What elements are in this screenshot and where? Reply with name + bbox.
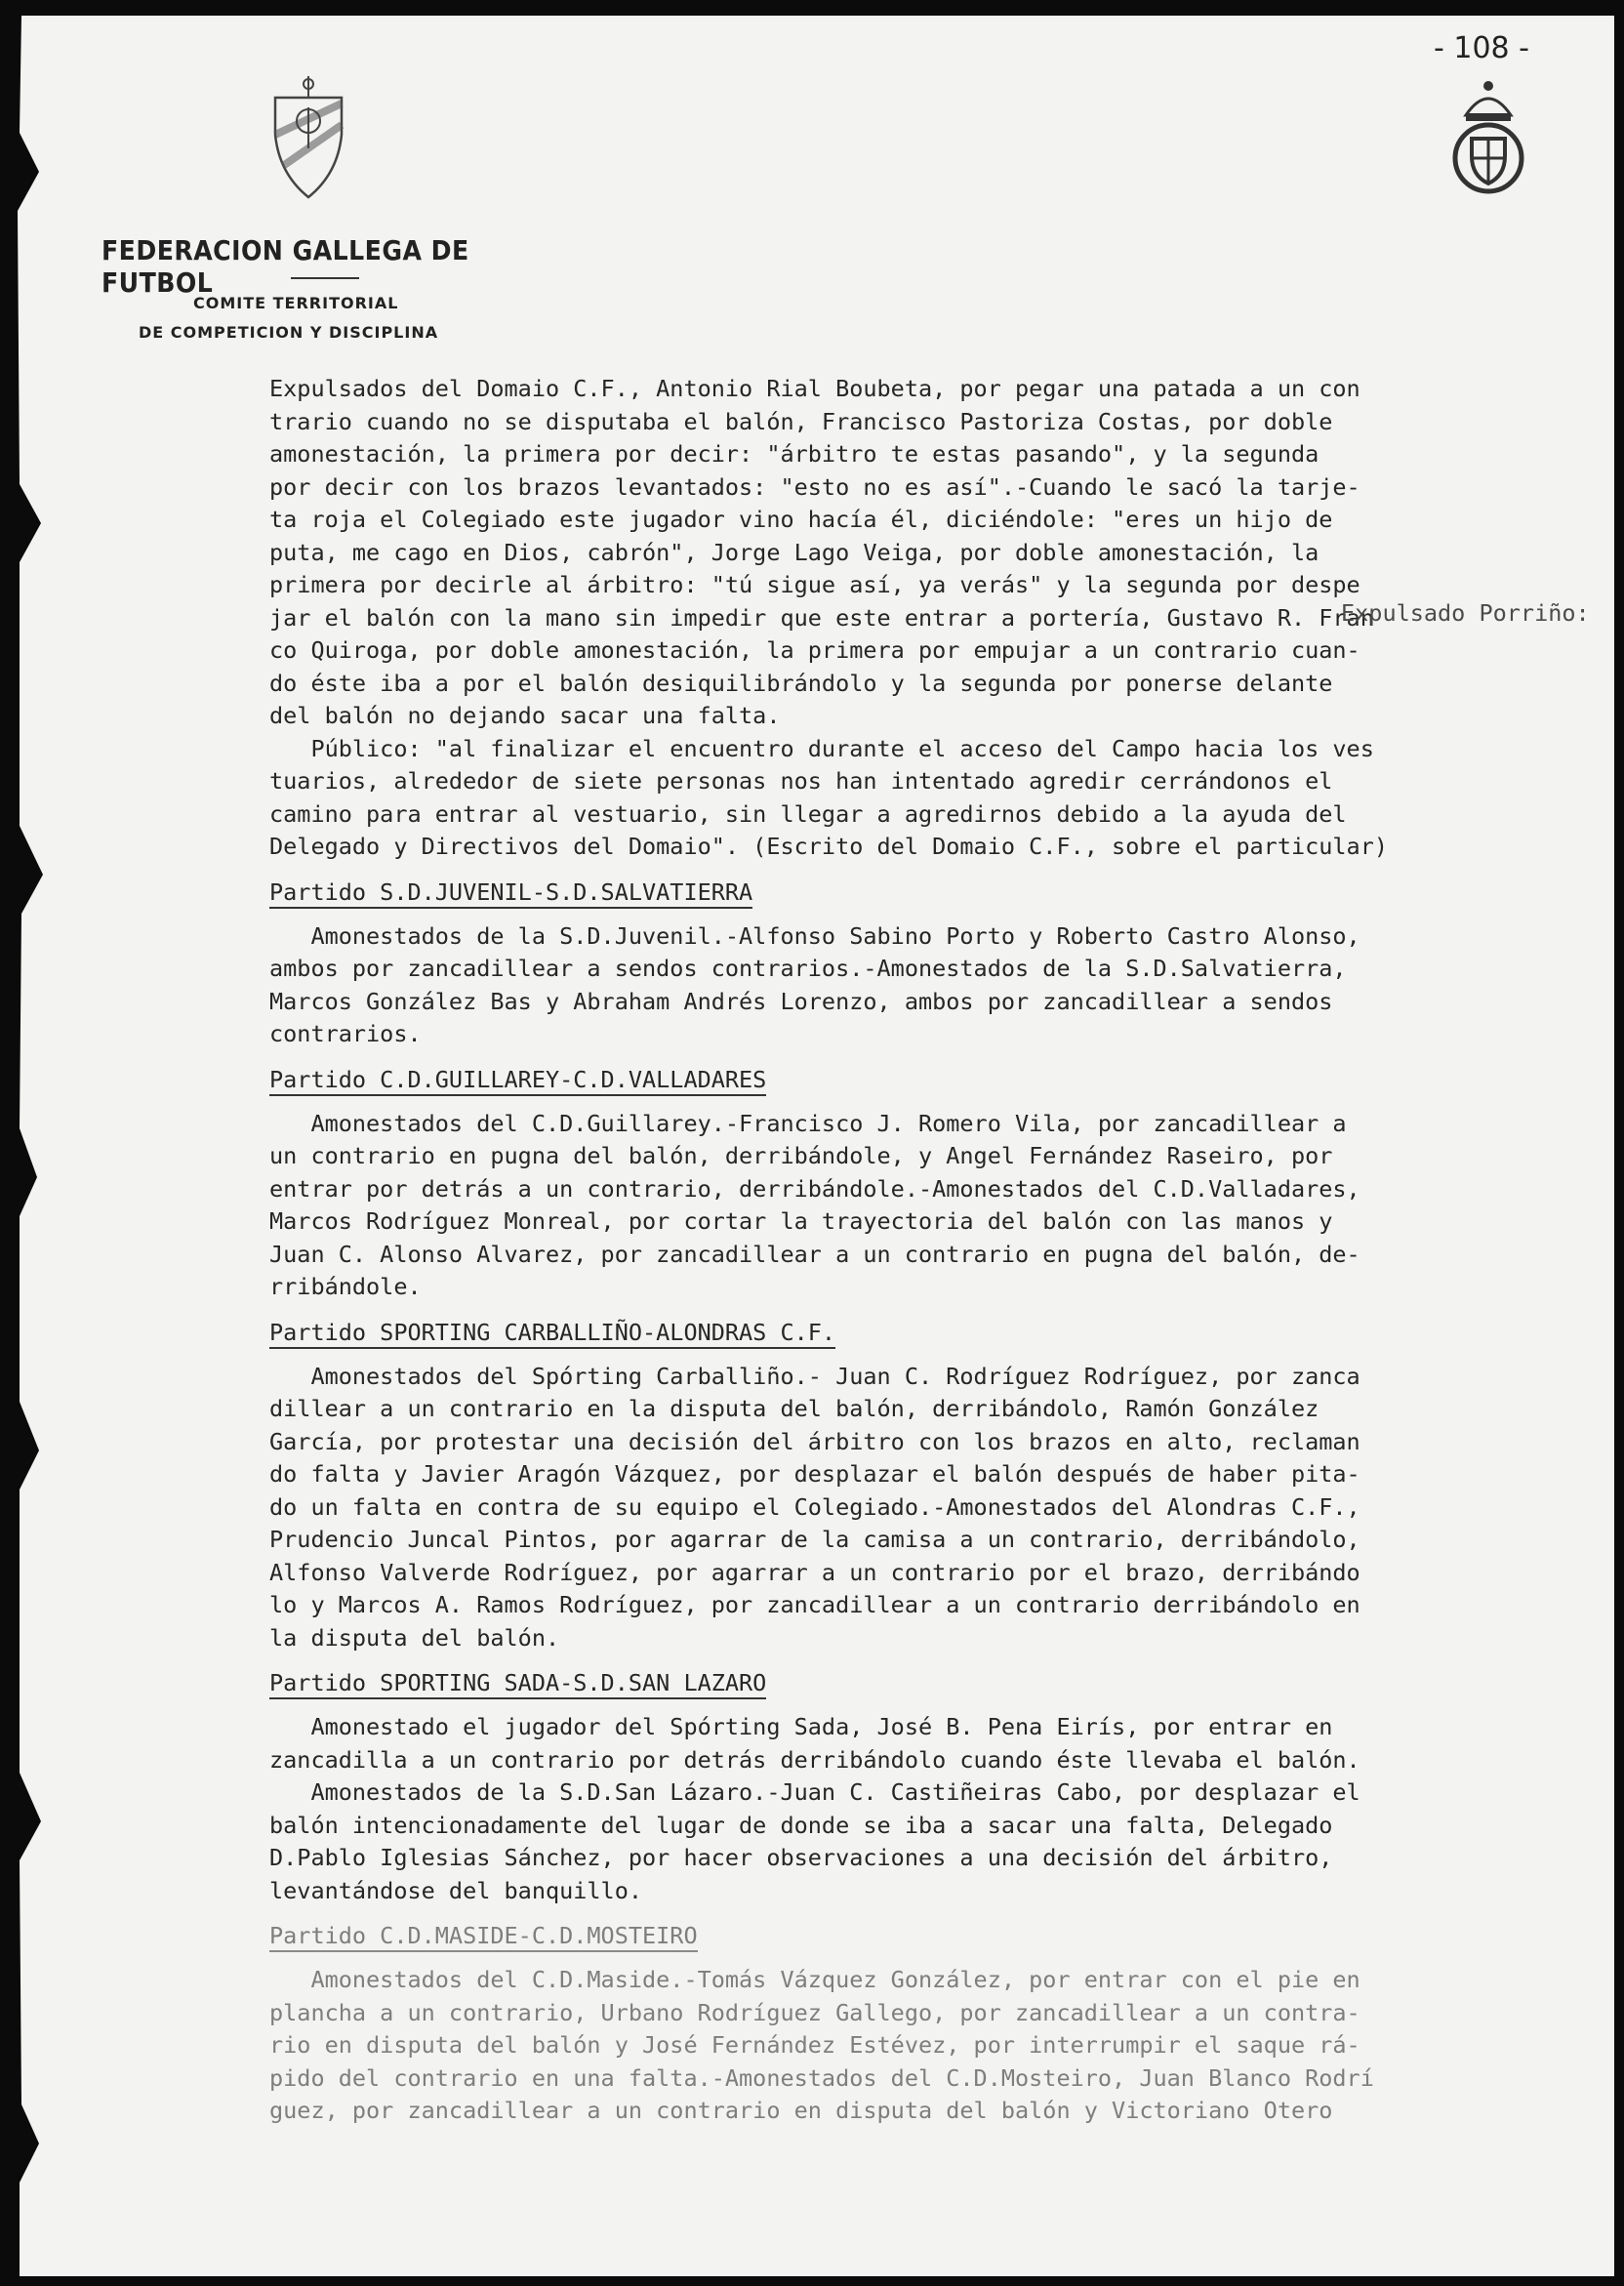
document-body [269, 373, 1577, 2128]
text-line: rribándole. [269, 1273, 422, 1300]
text-line: pido del contrario en una falta.-Amonestados del C.D.Mosteiro, Juan Blanco Rodrí [269, 2063, 1374, 2092]
text-line: camino para entrar al vestuario, sin llegar a agredirnos debido a la ayuda del [269, 799, 1347, 828]
header-divider [291, 277, 359, 279]
text-line: Expulsados del Domaio C.F., Antonio Rial Boubeta, por pegar una patada a un con [269, 375, 1360, 402]
text-line: Delegado y Directivos del Domaio". (Escrito del Domaio C.F., sobre el particular) [269, 833, 1389, 860]
text-line: puta, me cago en Dios, cabrón", Jorge Lago Veiga, por doble amonestación, la [269, 538, 1320, 566]
text-line: primera por decirle al árbitro: "tú sigue así, ya verás" y la segunda por despe [269, 571, 1360, 598]
torn-left-edge [14, 16, 72, 2276]
match-heading: Partido SPORTING SADA-S.D.SAN LAZARO [269, 1668, 766, 1699]
text-line: do un falta en contra de su equipo el Colegiado.-Amonestados del Alondras C.F., [269, 1492, 1360, 1521]
text-line: García, por protestar una decisión del árbitro con los brazos en alto, reclaman [269, 1427, 1360, 1455]
text-line: del balón no dejando sacar una falta. [269, 702, 781, 729]
match-section [269, 1051, 1577, 1304]
text-line: do falta y Javier Aragón Vázquez, por desplazar el balón después de haber pita- [269, 1460, 1360, 1488]
page-number: - 108 - [1434, 31, 1529, 65]
text-line: Prudencio Juncal Pintos, por agarrar de la camisa a un contrario, derribándolo, [269, 1526, 1360, 1553]
text-line: plancha a un contrario, Urbano Rodríguez Gallego, por zancadillear a un contra- [269, 1998, 1360, 2026]
text-line: Alfonso Valverde Rodríguez, por agarrar a un contrario por el brazo, derribándo [269, 1558, 1360, 1586]
text-line: ambos por zancadillear a sendos contrarios.-Amonestados de la S.D.Salvatierra, [269, 955, 1347, 982]
text-line: rio en disputa del balón y José Fernández Estévez, por interrumpir el saque rá- [269, 2031, 1360, 2059]
document-page [14, 16, 1614, 2276]
match-heading: Partido S.D.JUVENIL-S.D.SALVATIERRA [269, 878, 752, 909]
match-section [269, 1654, 1577, 1907]
text-line: balón intencionadamente del lugar de donde se iba a sacar una falta, Delegado [269, 1811, 1333, 1839]
text-line: lo y Marcos A. Ramos Rodríguez, por zancadillear a un contrario derribándolo en [269, 1591, 1360, 1618]
text-line: trario cuando no se disputaba el balón, Francisco Pastoriza Costas, por doble [269, 407, 1333, 435]
text-line: Marcos Rodríguez Monreal, por cortar la trayectoria del balón con las manos y [269, 1207, 1333, 1235]
royal-crest-logo [1444, 74, 1532, 201]
text-line: zancadilla a un contrario por detrás derribándolo cuando éste llevaba el balón. [269, 1745, 1360, 1774]
text-line: guez, por zancadillear a un contrario en disputa del balón y Victoriano Otero [269, 2097, 1333, 2124]
federation-shield-logo [269, 76, 347, 201]
match-section [269, 1907, 1577, 2128]
text-line: tuarios, alrededor de siete personas nos han intentado agredir cerrándonos el [269, 767, 1333, 795]
text-line: D.Pablo Iglesias Sánchez, por hacer observaciones a una decisión del árbitro, [269, 1844, 1333, 1871]
text-line: contrarios. [269, 1020, 422, 1047]
text-line: Amonestado el jugador del Spórting Sada, José B. Pena Eirís, por entrar en [269, 1713, 1333, 1740]
text-line: Amonestados de la S.D.Juvenil.-Alfonso Sabino Porto y Roberto Castro Alonso, [269, 921, 1360, 950]
text-line: la disputa del balón. [269, 1623, 560, 1652]
text-line: ta roja el Colegiado este jugador vino hacía él, diciéndole: "eres un hijo de [269, 506, 1333, 533]
text-line: por decir con los brazos levantados: "esto no es así".-Cuando le sacó la tarje- [269, 472, 1360, 501]
match-heading: Partido C.D.GUILLAREY-C.D.VALLADARES [269, 1065, 766, 1096]
text-line: Amonestados del C.D.Maside.-Tomás Vázquez González, por entrar con el pie en [269, 1966, 1360, 1993]
text-line: co Quiroga, por doble amonestación, la primera por empujar a un contrario cuan- [269, 636, 1360, 664]
text-line: dillear a un contrario en la disputa del balón, derribándolo, Ramón González [269, 1395, 1320, 1422]
match-heading: Partido C.D.MASIDE-C.D.MOSTEIRO [269, 1921, 698, 1952]
text-line: amonestación, la primera por decir: "árbitro te estas pasando", y la segunda [269, 440, 1320, 468]
text-line: Juan C. Alonso Alvarez, por zancadillear a un contrario en pugna del balón, de- [269, 1240, 1360, 1268]
committee-line-1: COMITE TERRITORIAL [193, 294, 399, 312]
text-line: un contrario en pugna del balón, derribándole, y Angel Fernández Raseiro, por [269, 1142, 1333, 1169]
text-line: do éste iba a por el balón desiquilibrándolo y la segunda por ponerse delante [269, 669, 1333, 697]
text-line: jar el balón con la mano sin impedir que este entrar a portería, Gustavo R. Fran [269, 603, 1374, 632]
margin-note: Expulsado Porriño: [1341, 599, 1590, 627]
committee-line-2: DE COMPETICION Y DISCIPLINA [139, 323, 439, 342]
text-line: Amonestados del Spórting Carballiño.- Juan C. Rodríguez Rodríguez, por zanca [269, 1362, 1360, 1390]
match-section [269, 864, 1577, 1051]
text-line: Amonestados del C.D.Guillarey.-Francisco J. Romero Vila, por zancadillear a [269, 1109, 1347, 1137]
match-heading: Partido SPORTING CARBALLIÑO-ALONDRAS C.F. [269, 1318, 835, 1349]
text-line: levantándose del banquillo. [269, 1876, 643, 1904]
text-line: Amonestados de la S.D.San Lázaro.-Juan C. Castiñeiras Cabo, por desplazar el [269, 1778, 1360, 1806]
federation-name: FEDERACION GALLEGA DE FUTBOL [102, 234, 469, 299]
text-line: entrar por detrás a un contrario, derribándole.-Amonestados del C.D.Valladares, [269, 1174, 1360, 1203]
text-line: Público: "al finalizar el encuentro durante el acceso del Campo hacia los ves [269, 734, 1374, 762]
match-section [269, 1304, 1577, 1655]
text-line: Marcos González Bas y Abraham Andrés Lorenzo, ambos por zancadillear a sendos [269, 987, 1333, 1015]
